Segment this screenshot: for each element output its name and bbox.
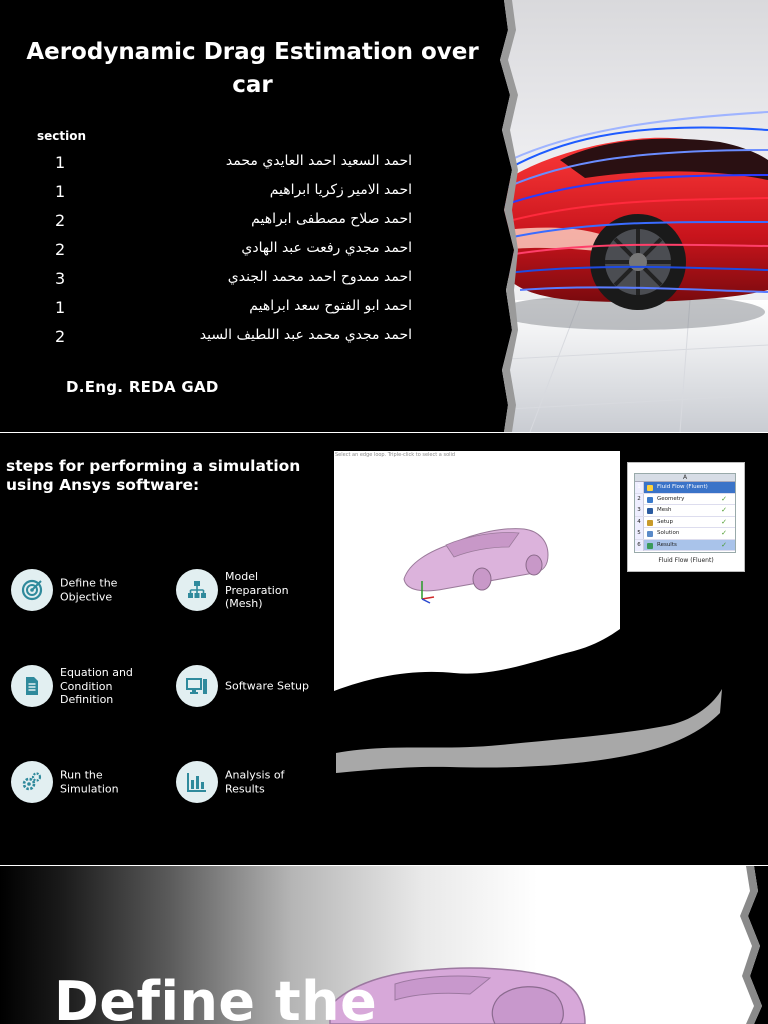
row-label: Geometry (657, 495, 685, 502)
row-label: Mesh (657, 507, 672, 513)
workbench-project-schematic (627, 462, 745, 572)
solution-icon (647, 531, 653, 537)
slide-simulation-steps (0, 433, 768, 865)
member-section: 2 (55, 327, 66, 346)
member-section: 1 (55, 298, 66, 317)
gears-icon (11, 761, 53, 803)
car-airflow-photo (490, 0, 768, 432)
section-column-header: section (37, 129, 87, 143)
title-line-2: car (232, 72, 273, 98)
steps-heading (6, 457, 326, 495)
bar-chart-icon (176, 761, 218, 803)
computer-icon (176, 665, 218, 707)
step-software-setup (176, 663, 336, 709)
row-label: Fluid Flow (Fluent) (657, 484, 708, 490)
step-label: Run the Simulation (60, 768, 119, 795)
slide-define-objective (0, 866, 768, 1024)
member-section: 1 (55, 153, 66, 172)
member-name: احمد ممدوح احمد محمد الجندي (227, 269, 412, 285)
member-name: احمد السعيد احمد العايدي محمد (225, 153, 412, 169)
fluent-icon (647, 485, 653, 491)
row-label: Results (657, 541, 677, 548)
geometry-icon (647, 497, 653, 503)
member-name: احمد مجدي رفعت عبد الهادي (241, 240, 412, 256)
target-icon (11, 569, 53, 611)
row-index: 2 (635, 494, 644, 505)
title-line-1: Aerodynamic Drag Estimation over (26, 39, 479, 65)
member-row (0, 269, 490, 295)
step-run-simulation (11, 759, 171, 805)
member-row (0, 153, 490, 179)
member-section: 1 (55, 182, 66, 201)
row-index: 1 (635, 482, 644, 493)
step-label: Define the Objective (60, 576, 118, 603)
step-label: Model Preparation (Mesh) (225, 569, 289, 610)
fluid-flow-system-block (634, 473, 736, 553)
member-row (0, 240, 490, 266)
step-label: Analysis of Results (225, 768, 285, 795)
row-index: 5 (635, 528, 644, 539)
member-section: 2 (55, 240, 66, 259)
member-row (0, 211, 490, 237)
torn-paper-edge (718, 866, 768, 1024)
document-icon (11, 665, 53, 707)
check-icon: ✓ (721, 517, 727, 526)
section-title: Define the (54, 970, 378, 1024)
step-label: Software Setup (225, 679, 310, 693)
results-icon (647, 543, 653, 549)
row-label: Setup (657, 518, 674, 525)
member-section: 3 (55, 269, 66, 288)
schematic-column-header: A (635, 474, 735, 482)
schematic-caption: Fluid Flow (Fluent) (658, 557, 714, 564)
step-analysis-results (176, 759, 336, 805)
supervisor-name: D.Eng. REDA GAD (66, 378, 219, 396)
step-equation-definition (11, 663, 171, 709)
member-row (0, 182, 490, 208)
row-index: 4 (635, 517, 644, 528)
member-name: احمد صلاح مصطفى ابراهيم (251, 211, 412, 227)
slide-title (0, 0, 768, 432)
row-index: 6 (635, 540, 644, 551)
step-model-preparation (176, 567, 336, 613)
member-name: احمد مجدي محمد عبد اللطيف السيد (199, 327, 412, 343)
schematic-row[interactable] (635, 482, 735, 494)
torn-paper-strip (330, 673, 730, 783)
hierarchy-icon (176, 569, 218, 611)
member-name: احمد ابو الفتوح سعد ابراهيم (249, 298, 412, 314)
schematic-row[interactable] (635, 505, 735, 517)
check-icon: ✓ (721, 506, 727, 514)
cad-hint-text: Select an edge loop. Triple-click to select a solid (335, 452, 456, 458)
car-airflow-illustration (490, 0, 768, 432)
step-label: Equation and Condition Definition (60, 665, 133, 706)
member-row (0, 298, 490, 324)
mesh-icon (647, 508, 653, 514)
steps-heading-line-2: using Ansys software: (6, 476, 200, 494)
schematic-row[interactable] (635, 528, 735, 540)
schematic-row[interactable] (635, 517, 735, 529)
check-icon: ✓ (721, 540, 727, 549)
member-name: احمد الامير زكريا ابراهيم (269, 182, 412, 198)
setup-icon (647, 520, 653, 526)
step-define-objective (11, 567, 171, 613)
slide-title-heading (20, 36, 485, 102)
row-label: Solution (657, 530, 680, 536)
member-section: 2 (55, 211, 66, 230)
member-row (0, 327, 490, 353)
row-index: 3 (635, 505, 644, 516)
schematic-row[interactable] (635, 494, 735, 506)
schematic-row[interactable] (635, 540, 735, 552)
check-icon: ✓ (721, 494, 727, 503)
steps-heading-line-1: steps for performing a simulation (6, 457, 301, 475)
check-icon: ✓ (721, 529, 727, 537)
